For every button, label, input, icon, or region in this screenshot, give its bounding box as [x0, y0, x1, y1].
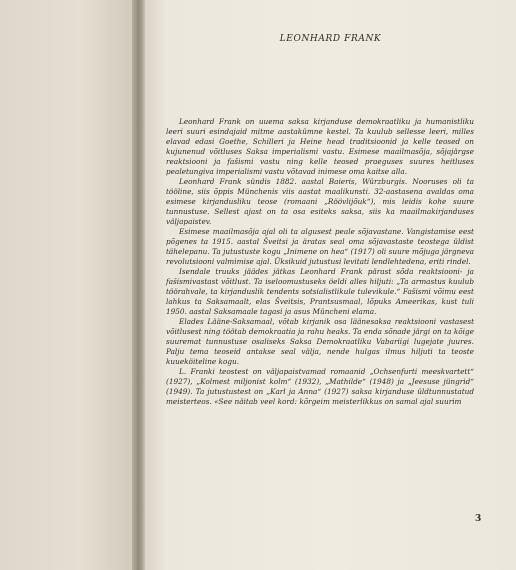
- paragraph: L. Franki teostest on väljapaistvamad romaanid „Ochsenfurti meeskvartett“ (1927), „Kolmest miljonist kolm“ (1932), „Mathilde“ (1948) ja „Jeesuse jüngrid“ (1949). Ta jutustustest on „Karl ja Anna“ (1927) saksa kirjanduse üldtunnustatud meisterteos. «See näitab veel kord: kõrgeim meisterlikkus on samal ajal suurim: [166, 367, 474, 406]
- right-page: [145, 0, 516, 570]
- book-gutter: [132, 0, 146, 570]
- paragraph: Elades Lääne-Saksamaal, võtab kirjanik osa läänesaksa reaktsiooni vastasest võitlusest ning töötab demokraatia ja rahu heaks. Ta enda sõnade järgi on ta kõige suuremat tunnustuse osaliseks Saksa Demokraatliku Vabariigi lugejate juures. Palju tema teoseid antakse seal välja, nende hulgas ilmus hiljuti ta teoste kuueköiteline kogu.: [166, 317, 474, 366]
- paragraph: Isendale truuks jäädes jätkas Leonhard Frank pärast sõda reaktsiooni- ja fašismivastast võitlust. Ta iseloomustuseks öeldi alles hiljuti: „Ta armastus kuulub töörahvale, ta kirjanduslik tendents sotsialistlikule tulevikule.“ Fašismi võimu eest lahkus ta Saksamaalt, elas Šveitsis, Prantsusmaal, lõpuks Ameerikas, kust tuli 1950. aastal Saksamaale tagasi ja asus Müncheni elama.: [166, 267, 474, 316]
- paragraph: Leonhard Frank on uuema saksa kirjanduse demokraatliku ja humanistliku leeri suuri esindajaid mitme aastakümne kestel. Ta kuulub sellesse leeri, milles elavad edasi Goethe, Schilleri ja Heine head traditsioonid ja kelle teosed on kujunenud võitluses Saksa imperialismi vastu. Esimese maailmasõja, sõjajärgse reaktsiooni ja fašismi vastu ning kelle teosed praeguses suures heitluses pealetungiva imperialismi vastu võtavad inimese oma kaitse alla.: [166, 117, 474, 176]
- paragraph: Leonhard Frank sündis 1882. aastal Baieris, Würzburgis. Nooruses oli ta tööline, siis õppis Münchenis viis aastat maalikunsti. 32-aastasena avaldas oma esimese kirjandusliku teose (romaani „Röövlijõuk“), mis leidis kohe suure tunnustuse. Sellest ajast on ta osa esiteks saksa, siis ka maailmakirjanduses väljapaistev.: [166, 177, 474, 226]
- body-text: [166, 117, 474, 407]
- running-head: LEONHARD FRANK: [279, 34, 382, 44]
- left-page-blank: [0, 0, 136, 570]
- page-number: 3: [475, 514, 482, 524]
- paragraph: Esimese maailmasõja ajal oli ta algusest peale sõjavastane. Vangistamise eest põgenes ta 1915. aastal Šveitsi ja äratas seal oma sõjavastaste teostega üldist tähelepanu. Ta jutustuste kogu „Inimene on hea“ (1917) oli suure mõjuga järgneva revolutsiooni valmimise ajal. Üksikuid jutustusi levitati lendlehtedena, eriti rindel.: [166, 227, 474, 266]
